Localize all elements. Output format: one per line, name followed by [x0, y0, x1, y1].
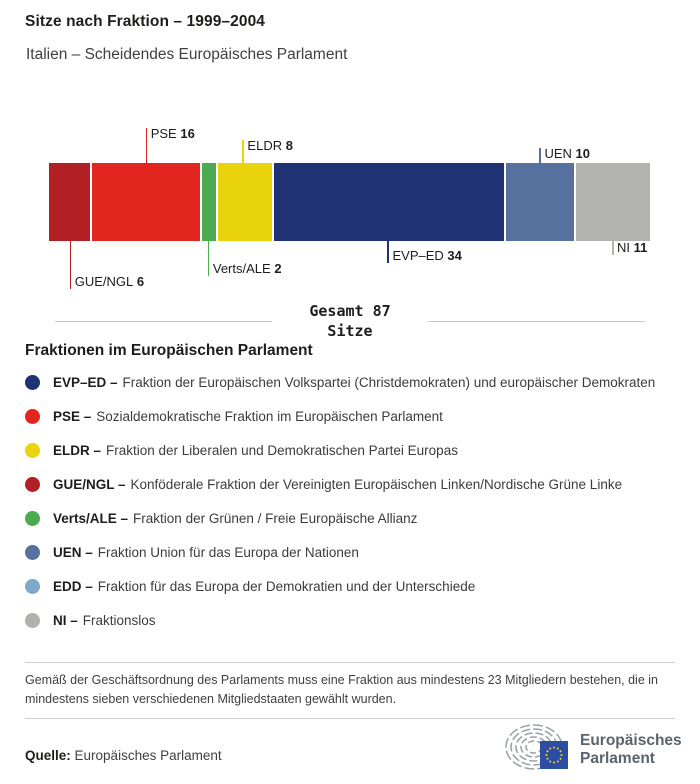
- callout-label-evp-ed: EVP–ED 34: [392, 248, 462, 263]
- callout-label-verts-ale: Verts/ALE 2: [212, 261, 282, 276]
- callout-tick-pse: [146, 128, 148, 163]
- legend-item-evp-ed: [25, 365, 683, 399]
- legend-description: Konföderale Fraktion der Vereinigten Europäischen Linken/Nordische Grüne Linke: [130, 476, 623, 492]
- ep-logo-text-line2: Parlament: [580, 749, 655, 767]
- callout-tick-evp-ed: [387, 241, 389, 263]
- legend-item-ni: [25, 603, 683, 637]
- callout-label-gue-ngl: GUE/NGL 6: [74, 274, 145, 289]
- footnote-divider-top: [25, 662, 675, 663]
- legend-dot-uen: [25, 545, 40, 560]
- legend-description: Fraktion Union für das Europa der Nationen: [97, 544, 359, 560]
- page-title: Sitze nach Fraktion – 1999–2004: [25, 13, 266, 30]
- legend-dot-edd: [25, 579, 40, 594]
- source-value: Europäisches Parlament: [74, 748, 222, 763]
- legend-dot-eldr: [25, 443, 40, 458]
- legend-list: [25, 365, 683, 637]
- legend-abbr: UEN –: [53, 544, 93, 560]
- legend-description: Fraktion der Liberalen und Demokratischen Partei Europas: [106, 442, 458, 458]
- legend-item-uen: [25, 535, 683, 569]
- legend-abbr: PSE –: [53, 408, 92, 424]
- legend-abbr: EDD –: [53, 578, 93, 594]
- legend-abbr: Verts/ALE –: [53, 510, 129, 526]
- legend-dot-verts-ale: [25, 511, 40, 526]
- legend-item-eldr: [25, 433, 683, 467]
- legend-item-verts-ale: [25, 501, 683, 535]
- legend-dot-ni: [25, 613, 40, 628]
- callout-tick-gue-ngl: [70, 241, 72, 289]
- legend-description: Fraktionslos: [82, 612, 156, 628]
- callout-tick-uen: [539, 148, 541, 163]
- footnote-text: Gemäß der Geschäftsordnung des Parlaments muss eine Fraktion aus mindestens 23 Mitgliedern bestehen, die in mindestens sieben verschiedenen Mitgliedstaaten gewählt wurden.: [25, 673, 658, 706]
- ep-hemicycle-icon: [504, 722, 572, 772]
- total-label-line1: Gesamt 87: [309, 302, 391, 320]
- legend-abbr: NI –: [53, 612, 78, 628]
- total-label-line2: Sitze: [327, 322, 373, 340]
- ep-logo-text-line1: Europäisches: [580, 732, 682, 749]
- eu-flag-icon: [540, 741, 568, 769]
- source-label: Quelle:: [25, 748, 71, 763]
- total-label: [0, 301, 700, 341]
- legend-dot-gue-ngl: [25, 477, 40, 492]
- footnote-divider-bottom: [25, 718, 675, 719]
- legend-description: Sozialdemokratische Fraktion im Europäischen Parlament: [96, 408, 443, 424]
- callout-label-uen: UEN 10: [544, 146, 591, 161]
- source-line: [25, 748, 222, 763]
- callout-label-pse: PSE 16: [150, 126, 195, 141]
- legend-dot-evp-ed: [25, 375, 40, 390]
- ep-logo: [504, 722, 682, 772]
- legend-dot-pse: [25, 409, 40, 424]
- callout-label-ni: NI 11: [617, 240, 648, 255]
- legend-description: Fraktion für das Europa der Demokratien und der Unterschiede: [97, 578, 476, 594]
- legend-item-pse: [25, 399, 683, 433]
- bar-callouts: [49, 120, 650, 300]
- legend-heading: Fraktionen im Europäischen Parlament: [25, 342, 313, 359]
- callout-tick-verts-ale: [208, 241, 210, 276]
- legend-item-edd: [25, 569, 683, 603]
- legend-abbr: GUE/NGL –: [53, 476, 126, 492]
- legend-description: Fraktion der Europäischen Volkspartei (Christdemokraten) und europäischer Demokraten: [122, 374, 656, 390]
- ep-logo-text: [580, 732, 682, 767]
- callout-label-eldr: ELDR 8: [247, 138, 293, 153]
- legend-abbr: ELDR –: [53, 442, 102, 458]
- page-subtitle: Italien – Scheidendes Europäisches Parlament: [26, 46, 348, 63]
- callout-tick-ni: [612, 241, 614, 255]
- legend-description: Fraktion der Grünen / Freie Europäische Allianz: [133, 510, 418, 526]
- stacked-bar-chart: [49, 120, 650, 300]
- legend-abbr: EVP–ED –: [53, 374, 118, 390]
- callout-tick-eldr: [242, 140, 244, 163]
- legend-item-gue-ngl: [25, 467, 683, 501]
